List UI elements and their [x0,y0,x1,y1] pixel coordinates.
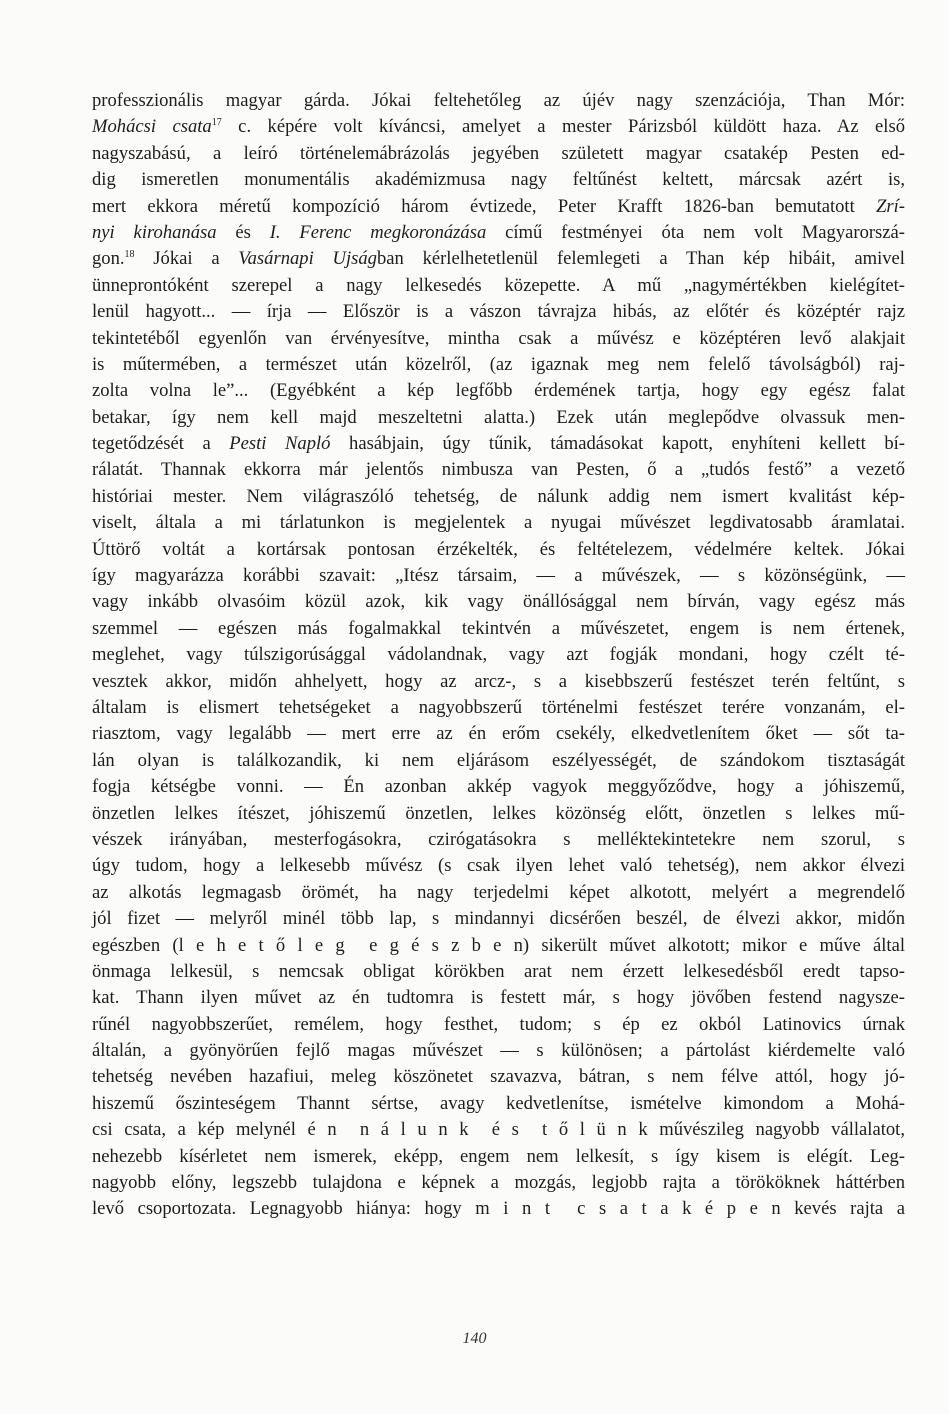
text-line [92,510,905,536]
text-run: professzionális magyar gárda. Jókai feltehetőleg az újév nagy szenzációja, Than Mór: [92,90,905,111]
text-line [92,985,905,1011]
text-run: rűnél nagyobbszerűet, remélem, hogy festhet, tudom; s ép ez okból Latinovics úrnak [92,1013,905,1035]
text-run: tehetség nevében hazafiui, meleg köszönetet szavazva, bátran, s nem félve attól, hogy jó- [92,1066,905,1088]
text-line [92,352,905,378]
text-run: csi csata, a kép melynél é n n á l u n k é s t ő l ü n k művészileg nagyobb vállalatot, [92,1119,905,1141]
text-run: fogja kétségbe vonni. — Én azonban akkép vagyok meggyőződve, hogy a jóhiszemű, [92,776,905,798]
text-line [92,616,905,642]
text-run: nehezebb kísérletet nem ismerek, eképp, engem nem lelkesít, s így kisem is elégít. Leg- [92,1145,905,1167]
text-line [92,88,905,114]
text-run: és [216,221,270,243]
text-run: viselt, általa a mi tárlatunkon is megjelentek a nyugai művészet legdivatosabb áramlatai. [92,512,905,534]
text-line [92,1144,905,1170]
text-run: önzetlen lelkes ítészet, jóhiszemű önzetlen, lelkes közönség előtt, önzetlen s lelkes mű- [92,802,905,824]
text-line [92,563,905,589]
text-run: ünneprontóként szerepel a nagy lelkesedés közepette. A mű „nagymértékben kielégítet- [92,274,905,296]
text-run: hiszemű őszinteségem Thannt sértse, avagy kedvetlenítse, ismételve kimondom a Mohá- [92,1092,905,1114]
text-run: általam is elismert tehetségeket a nagyobbszerű történelmi festészet terére vonzanám, el- [92,696,905,718]
text-run: című festményei óta nem volt Magyarorszá- [486,221,905,243]
italic-text: Mohácsi csata [92,116,212,138]
text-line [92,431,905,457]
text-run: vagy inkább olvasóim közül azok, kik vagy önállósággal nem bírván, vagy egész más [92,591,905,613]
italic-text: nyi kirohanása [92,221,217,243]
text-run: általán, a gyönyörűen fejlő magas művészet — s különösen; a pártolást kiérdemelte való [92,1040,905,1062]
text-line [92,853,905,879]
text-run: az alkotás legmagasb örömét, ha nagy terjedelmi képet alkotott, melyért a megrendelő [92,881,905,903]
text-line [92,748,905,774]
italic-text: Zrí- [876,195,905,217]
text-run: nagyobb előny, legszebb tulajdona e képnek a mozgás, legjobb rajta a törököknek háttérben [92,1172,905,1194]
text-run: is műtermében, a természet után közelről, (az igaznak meg nem felelő távolságból) raj- [92,353,905,375]
text-line [92,1064,905,1090]
text-line [92,642,905,668]
text-line [92,326,905,352]
text-run: levő csoportozata. Legnagyobb hiánya: hogy m i n t c s a t a k é p e n kevés rajta a [92,1198,905,1220]
text-line [92,827,905,853]
text-line [92,141,905,167]
text-run: Jókai a [134,248,239,270]
text-run: lán olyan is találkozandik, ki nem eljárásom eszélyességét, de szándokom tisztaságát [92,749,905,771]
text-line [92,537,905,563]
text-line [92,273,905,299]
text-run: vészek irányában, mesterfogásokra, czirógatásokra s melléktekintetekre nem szorul, s [92,828,905,850]
text-run: egészben (l e h e t ő l e g e g é s z b e n) sikerült művet alkotott; mikor e műve által [92,934,905,956]
text-run: betakar, így nem kell majd meszeltetni alatta.) Ezek után meglepődve olvassuk men- [92,406,905,428]
text-line [92,1012,905,1038]
text-line [92,589,905,615]
text-run: dig ismeretlen monumentális akadémizmusa nagy feltűnést keltett, márcsak azért is, [92,169,905,191]
text-line [92,1117,905,1143]
page-number: 140 [462,1330,487,1347]
footnote-ref: 18 [124,249,135,261]
text-line [92,1170,905,1196]
text-line [92,695,905,721]
text-line [92,1038,905,1064]
text-run: rálatát. Thannak ekkorra már jelentős nimbusza van Pesten, ő a „tudós festő” a vezető [92,459,905,481]
text-run: históriai mester. Nem világraszóló tehetség, de nálunk addig nem ismert kvalitást kép- [92,485,905,507]
text-run: úgy tudom, hogy a lelkesebb művész (s csak ilyen lehet való tehetség), nem akkor élvezi [92,855,905,877]
text-line [92,167,905,193]
text-run: gon. [92,248,125,270]
text-run: szemmel — egészen más fogalmakkal tekintvén a művészetet, engem is nem értenek, [92,617,905,639]
text-line [92,906,905,932]
text-run: Úttörő voltát a kortársak pontosan érzékelték, és feltételezem, védelmére keltek. Jókai [92,538,905,560]
text-line [92,246,905,272]
text-run: meglehet, vagy túlszigorúsággal vádolandnak, vagy azt fogják mondani, hogy czélt té- [92,644,905,666]
text-run: zolta volna le”... (Egyébként a kép legfőbb érdemének tartja, hogy egy egész falat [92,380,905,402]
body-text [92,88,905,1223]
text-run: vesztek akkor, midőn ahhelyett, hogy az arcz-, s a kisebbszerű festészet terén feltűnt, s [92,670,905,692]
text-line [92,299,905,325]
text-line [92,669,905,695]
text-line [92,959,905,985]
italic-text: Vasárnapi Ujság [238,248,377,270]
text-line [92,194,905,220]
text-line [92,457,905,483]
text-run: így magyarázza korábbi szavait: „Itész társaim, — a művészek, — s közönségünk, — [92,565,905,587]
text-run: jól fizet — melyről minél több lap, s mindannyi dicsérően beszél, de élvezi akkor, midőn [92,908,905,930]
text-line [92,933,905,959]
text-run: ban kérlelhetetlenül felemlegeti a Than kép hibáit, amivel [376,248,905,270]
text-run: kat. Thann ilyen művet az én tudtomra is festett már, s hogy jövőben festend nagysze- [92,987,905,1009]
text-run: mert ekkora méretű kompozíció három évtizede, Peter Krafft 1826-ban bemutatott [92,195,877,217]
text-line [92,721,905,747]
text-line [92,880,905,906]
italic-text: I. Ferenc megkoronázása [269,221,487,243]
italic-text: Pesti Napló [229,433,331,455]
text-run: c. képére volt kíváncsi, amelyet a mester Párizsból küldött haza. Az első [221,116,905,138]
text-run: tekintetéből egyenlőn van érvényesítve, mintha csak a művész e középtéren levő alakjait [92,327,905,349]
text-line [92,774,905,800]
text-run: nagyszabású, a leíró történelemábrázolás jegyében született magyar csatakép Pesten ed- [92,142,905,164]
text-line [92,1196,905,1222]
footnote-ref: 17 [211,117,222,129]
text-run: hasábjain, úgy tűnik, támadásokat kapott, enyhíteni kellett bí- [330,433,905,455]
text-line [92,378,905,404]
text-run: önmaga lelkesül, s nemcsak obligat körökben arat nem érzett lelkesedésből eredt tapso- [92,960,905,982]
text-line [92,484,905,510]
text-run: lenül hagyott... — írja — Először is a vászon távrajza hibás, az előtér és középtér rajz [92,301,905,323]
text-line [92,114,905,140]
text-line [92,1091,905,1117]
text-run: tegetődzését a [92,433,230,455]
text-line [92,220,905,246]
text-line [92,405,905,431]
text-run: riasztom, vagy legalább — mert erre az én erőm csekély, elkedvetlenítem őket — sőt ta- [92,723,905,745]
text-line [92,801,905,827]
